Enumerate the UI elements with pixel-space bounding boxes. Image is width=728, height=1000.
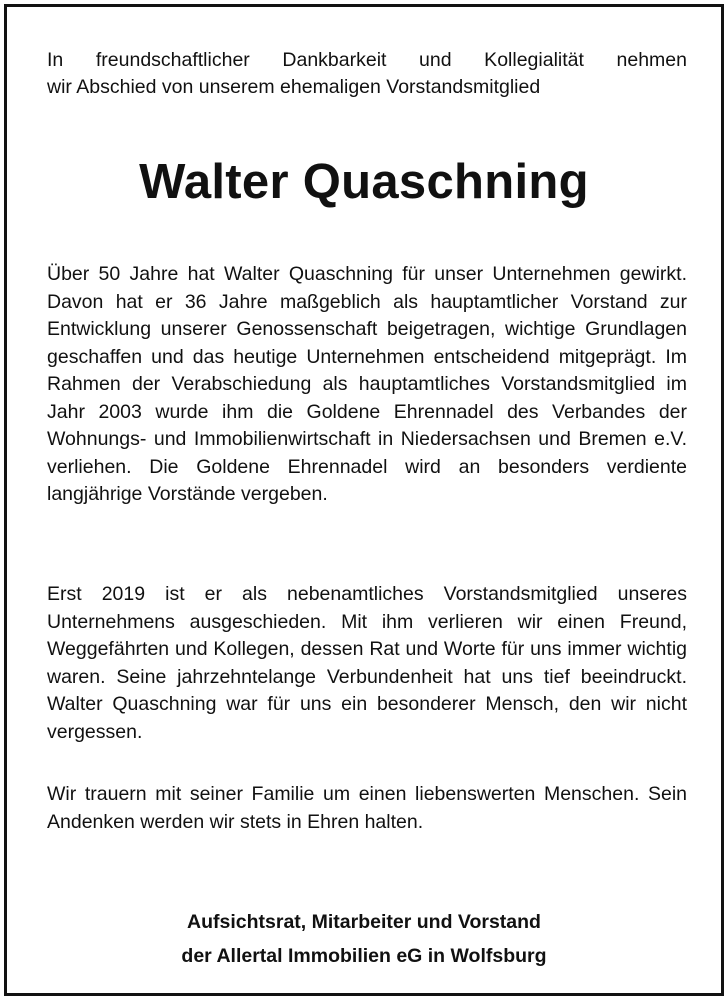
paragraph-career: Über 50 Jahre hat Walter Quaschning für unser Unternehmen gewirkt. Davon hat er 36 Jahre maßgeblich als hauptamtlicher Vorstand zur Entwicklung unserer Genossenschaft beigetragen, wichtige Grundlagen geschaffen und das heutige Unternehmen entscheidend mitgeprägt. Im Rahmen der Verabschiedung als hauptamtliches Vorstandsmitglied im Jahr 2003 wurde ihm die Goldene Ehrennadel des Verbandes der Wohnungs- und Immobilienwirtschaft in Niedersachsen und Bremen e.V. verliehen. Die Goldene Ehrennadel wird an besonders verdiente langjährige Vorstände vergeben.	[47, 263, 687, 505]
signature-line-1: Aufsichtsrat, Mitarbeiter und Vorstand	[187, 911, 541, 933]
paragraph-mourning: Wir trauern mit seiner Familie um einen liebenswerten Menschen. Sein Andenken werden wir stets in Ehren halten.	[47, 783, 687, 833]
signature-line-2: der Allertal Immobilien eG in Wolfsburg	[181, 945, 547, 967]
deceased-name: Walter Quaschning	[139, 155, 589, 209]
intro-line-1: In freundschaftlicher Dankbarkeit und Kollegialität nehmen	[47, 49, 687, 71]
obituary-notice	[4, 4, 724, 996]
paragraph-farewell: Erst 2019 ist er als nebenamtliches Vorstandsmitglied unseres Unternehmens ausgeschieden. Mit ihm verlieren wir einen Freund, Weggefährten und Kollegen, dessen Rat und Worte für uns immer wichtig waren. Seine jahrzehntelange Verbundenheit hat uns tief beeindruckt. Walter Quaschning war für uns ein besonderer Mensch, den wir nicht vergessen.	[47, 583, 687, 743]
intro-text	[47, 47, 687, 101]
intro-line-2: wir Abschied von unserem ehemaligen Vorstandsmitglied	[47, 76, 541, 98]
signature-block	[7, 905, 721, 973]
